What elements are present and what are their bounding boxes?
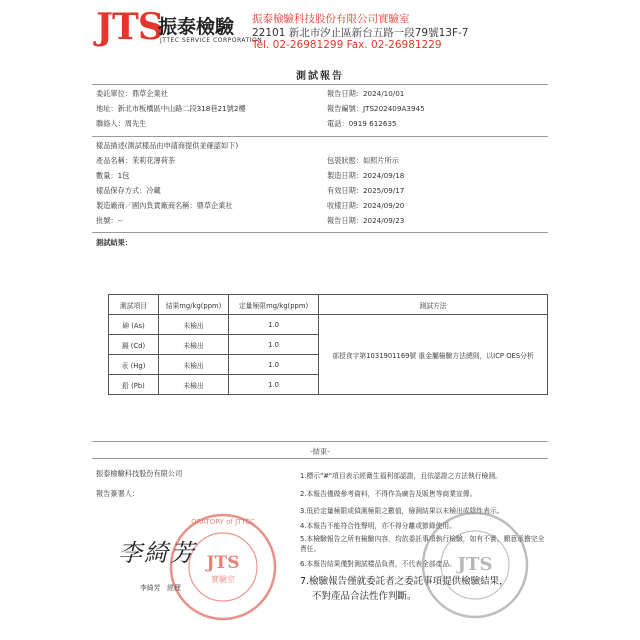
svg-text:JTS: JTS [457, 554, 493, 575]
signatory-label: 報告簽署人： [96, 489, 140, 498]
signer-title: 李綺芳 經理 [140, 584, 181, 592]
table-header-row [109, 295, 548, 315]
note-4: 4.本報告不能符合性聲明，亦不得分離或節錄使用。 [300, 522, 457, 530]
client-name: 委託單位：鼎草企業社 [96, 89, 168, 98]
company-full-name: 振泰檢驗科技股份有限公司實驗室 [252, 13, 410, 25]
cell-loq: 1.0 [229, 355, 319, 375]
client-address: 地址：新北市板橋區中山路二段318巷21號2樓 [96, 104, 246, 113]
client-phone: 電話：0919 612635 [327, 119, 397, 128]
cell-item: 鎘 (Cd) [109, 335, 159, 355]
handwritten-signature: 李綺芳 [118, 539, 196, 567]
cell-loq: 1.0 [229, 315, 319, 335]
header-loq: 定量極限mg/kg(ppm) [229, 295, 319, 315]
header-test-item: 測試項目 [109, 295, 159, 315]
results-label: 測試結果： [96, 238, 132, 247]
note-1: 1.標示"#"項目表示經衛生福利部認證，且依認證之方法執行檢測。 [300, 472, 502, 480]
table-row [109, 315, 548, 335]
cell-item: 汞 (Hg) [109, 355, 159, 375]
cell-loq: 1.0 [229, 375, 319, 395]
divider [92, 232, 548, 233]
header-method: 測試方法 [319, 295, 548, 315]
divider [92, 458, 548, 459]
sample-exp-date: 有效日期：2025/09/17 [327, 186, 405, 195]
header-result: 結果mg/kg(ppm) [159, 295, 229, 315]
company-phone: Tel. 02-26981299 Fax. 02-26981229 [252, 39, 442, 51]
company-address: 22101 新北市汐止區新台五路一段79號13F-7 [252, 27, 469, 39]
certification-seal-stamp [420, 510, 530, 620]
cell-loq: 1.0 [229, 335, 319, 355]
sample-packaging: 包裝狀態：如照片所示 [327, 156, 399, 165]
results-table [108, 294, 548, 395]
note-7-line1: 7.檢驗報告僅就委託者之委託事項提供檢驗結果， [300, 576, 509, 587]
jts-logo: JTS [96, 6, 163, 48]
sample-name: 產品名稱：茉莉花薄荷茶 [96, 156, 176, 165]
divider [92, 84, 548, 85]
sample-received-date: 收樣日期：2024/09/20 [327, 201, 405, 210]
cell-result: 未檢出 [159, 335, 229, 355]
cell-result: 未檢出 [159, 375, 229, 395]
cell-item: 砷 (As) [109, 315, 159, 335]
sample-manufacturer: 製造廠商／國內負責廠商名稱：鼎草企業社 [96, 201, 233, 210]
cell-item: 鉛 (Pb) [109, 375, 159, 395]
note-7-line2: 不對產品合法性作判斷。 [312, 591, 417, 602]
svg-text:JTS: JTS [206, 553, 240, 573]
client-contact: 聯絡人：周先生 [96, 119, 147, 128]
sample-mfg-date: 製造日期：2024/09/18 [327, 171, 405, 180]
note-2: 2.本報告僅做參考資料，不得作為廣告及販售等商業宣傳。 [300, 490, 477, 498]
cell-result: 未檢出 [159, 315, 229, 335]
sample-section-label: 樣品描述(測試樣品由申請商提供並確認如下) [96, 141, 239, 150]
sample-report-date: 報告日期：2024/09/23 [327, 216, 405, 225]
sample-storage: 樣品保存方式：冷藏 [96, 186, 161, 195]
company-cn-name: 振泰檢驗 [158, 16, 235, 38]
end-label: -結束- [310, 447, 330, 456]
note-6: 6.本報告結果僅對測試樣品負責，不代表全部產品。 [300, 560, 457, 568]
sample-quantity: 數量：1包 [96, 171, 130, 180]
svg-text:實驗室: 實驗室 [211, 575, 235, 584]
cell-method: 部授食字第1031901169號 重金屬檢驗方法總則，以ICP OES分析 [319, 315, 548, 395]
report-title: 測試報告 [296, 71, 344, 82]
divider [92, 441, 548, 442]
company-en-name: JTTEC SERVICE CORPORATION [160, 37, 263, 44]
note-3: 3.低於定量極限或偵測極限之數值，檢測結果以未檢出或陰性表示。 [300, 507, 504, 515]
sample-batch: 批號：-- [96, 216, 123, 225]
divider [92, 136, 548, 137]
svg-text:ORATORY of JTTEC: ORATORY of JTTEC [191, 518, 255, 526]
cell-result: 未檢出 [159, 355, 229, 375]
report-date: 報告日期：2024/10/01 [327, 89, 405, 98]
footer-company: 振泰檢驗科技股份有限公司 [96, 469, 183, 478]
note-5: 5.本檢驗報告之所有檢驗內容，均依委託事項執行檢驗，如有不實，願意承擔完全責任。 [300, 535, 545, 553]
report-number: 報告編號：JTS202409A3945 [327, 104, 425, 113]
